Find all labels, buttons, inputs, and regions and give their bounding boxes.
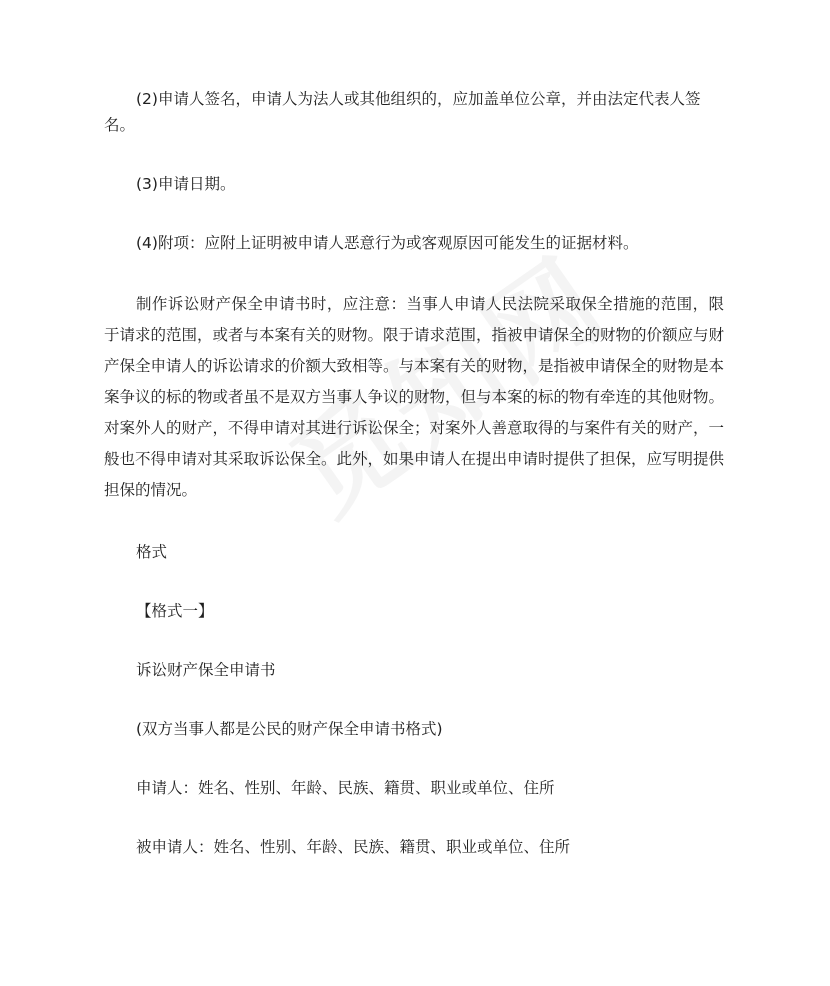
item-attachment: (4)附项：应附上证明被申请人恶意行为或客观原因可能发生的证据材料。 xyxy=(136,234,639,252)
item-signature: (2)申请人签名，申请人为法人或其他组织的，应加盖单位公章，并由法定代表人签名。 xyxy=(104,90,701,134)
format-heading: 格式 xyxy=(136,543,168,561)
item-date: (3)申请日期。 xyxy=(136,175,236,193)
document-body xyxy=(104,86,724,860)
application-title: 诉讼财产保全申请书 xyxy=(136,661,276,679)
format-note: (双方当事人都是公民的财产保全申请书格式) xyxy=(136,720,443,738)
notes-paragraph: 制作诉讼财产保全申请书时，应注意：当事人申请人民法院采取保全措施的范围，限于请求的范围，或者与本案有关的财物。限于请求范围，指被申请保全的财物的价额应与财产保全申请人的诉讼请求的价额大致相等。与本案有关的财物，是指被申请保全的财物是本案争议的标的物或者虽不是双方当事人争议的财物，但与本案的标的物有牵连的其他财物。对案外人的财产，不得申请对其进行诉讼保全；对案外人善意取得的与案件有关的财产，一般也不得申请对其采取诉讼保全。此外，如果申请人在提出申请时提供了担保，应写明提供担保的情况。 xyxy=(104,295,725,499)
format-one-heading: 【格式一】 xyxy=(136,602,214,620)
applicant-line: 申请人：姓名、性别、年龄、民族、籍贯、职业或单位、住所 xyxy=(136,779,555,797)
respondent-line: 被申请人：姓名、性别、年龄、民族、籍贯、职业或单位、住所 xyxy=(136,838,571,856)
